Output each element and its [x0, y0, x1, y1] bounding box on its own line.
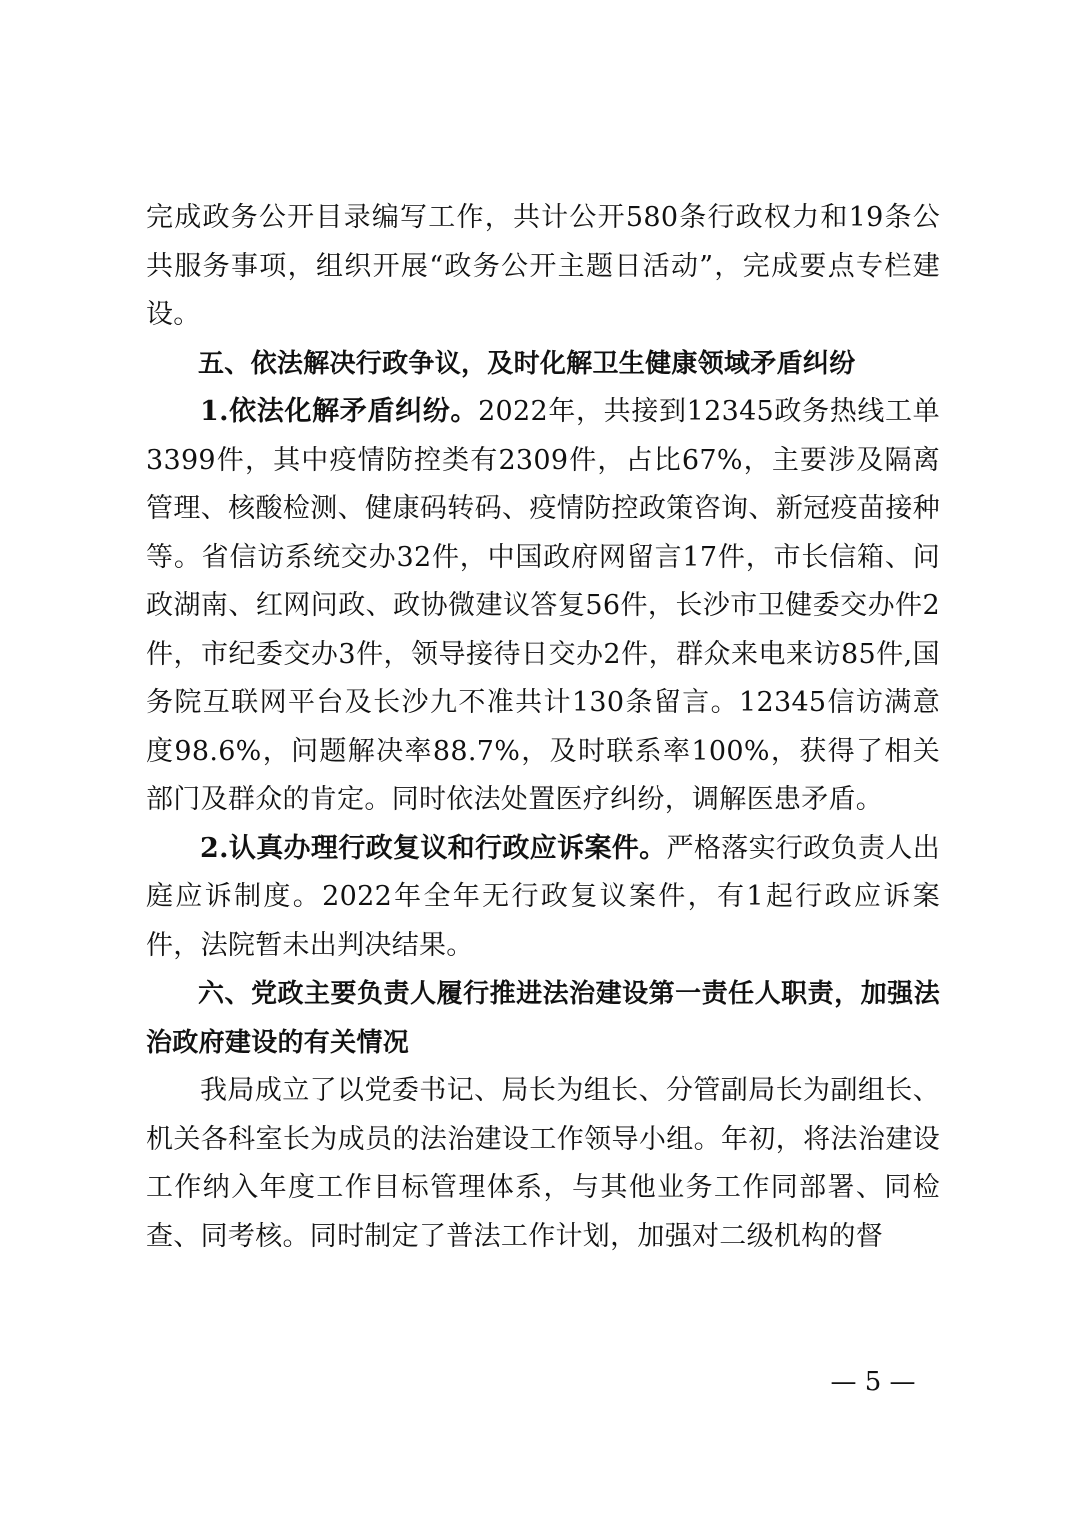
- paragraph-dispute-resolution: [146, 388, 940, 825]
- paragraph-lead: 1.依法化解矛盾纠纷。: [200, 396, 479, 427]
- section-heading-six: [146, 970, 940, 1067]
- paragraph-text: 完成政务公开目录编写工作，共计公开580条行政权力和19条公共服务事项，组织开展“政务公开主题日活动”，完成要点专栏建设。: [146, 202, 940, 330]
- heading-text: 五、依法解决行政争议，及时化解卫生健康领域矛盾纠纷: [198, 348, 856, 379]
- paragraph-lead: 2.认真办理行政复议和行政应诉案件。: [200, 832, 667, 864]
- paragraph-administrative-review: [146, 825, 940, 971]
- paragraph-leadership-group: [146, 1067, 940, 1261]
- paragraph-text: 2022年，共接到12345政务热线工单3399件，其中疫情防控类有2309件，占比67%，主要涉及隔离管理、核酸检测、健康码转码、疫情防控政策咨询、新冠疫苗接种等。省信访系统交办32件，中国政府网留言17件，市长信箱、问政湖南、红网问政、政协微建议答复56件，长沙市卫健委交办件2件，市纪委交办3件，领导接待日交办2件，群众来电来访85件,国务院互联网平台及长沙九不准共计130条留言。12345信访满意度98.6%，问题解决率88.7%，及时联系率100%，获得了相关部门及群众的肯定。同时依法处置医疗纠纷，调解医患矛盾。: [146, 396, 940, 815]
- paragraph-text: 我局成立了以党委书记、局长为组长、分管副局长为副组长、机关各科室长为成员的法治建设工作领导小组。年初，将法治建设工作纳入年度工作目标管理体系，与其他业务工作同部署、同检查、同考核。同时制定了普法工作计划，加强对二级机构的督: [146, 1075, 940, 1252]
- paragraph-continuation: [146, 194, 940, 340]
- paragraph-text: 严格落实行政负责人出庭应诉制度。2022年全年无行政复议案件，有1起行政应诉案件，法院暂未出判决结果。: [146, 832, 941, 961]
- document-body: [146, 194, 940, 1261]
- heading-text: 六、党政主要负责人履行推进法治建设第一责任人职责，加强法治政府建设的有关情况: [146, 979, 940, 1058]
- section-heading-five: [146, 340, 940, 389]
- page-number: — 5 —: [830, 1367, 916, 1397]
